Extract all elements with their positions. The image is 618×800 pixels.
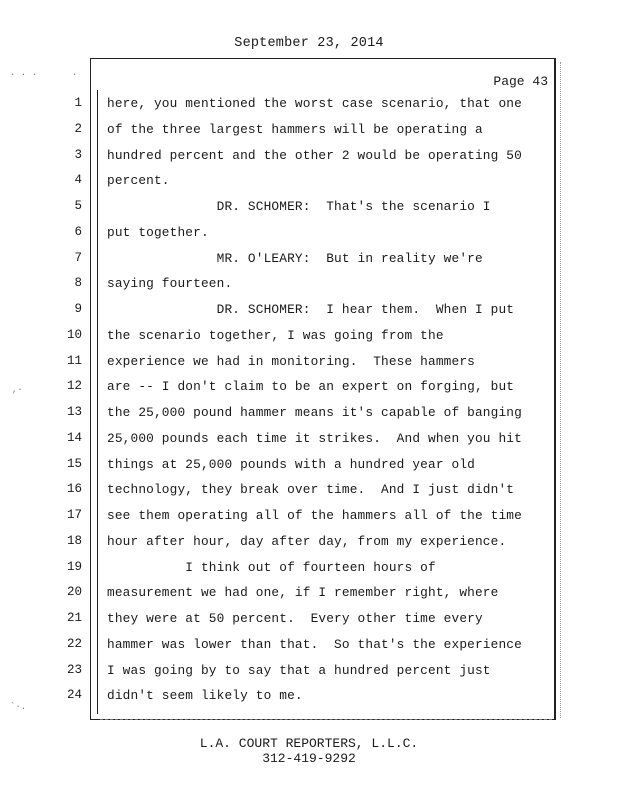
scan-speck: · · · — [10, 70, 38, 80]
transcript-line: I was going by to say that a hundred percent just — [107, 662, 491, 678]
line-number: 22 — [66, 636, 82, 651]
transcript-line: DR. SCHOMER: I hear them. When I put — [107, 302, 515, 317]
transcript-line: hour after hour, day after day, from my experience. — [107, 533, 507, 549]
transcript-line: see them operating all of the hammers all of the time — [107, 508, 522, 523]
transcript-line: the scenario together, I was going from the — [107, 327, 444, 343]
page-number: Page 43 — [493, 74, 548, 89]
line-number: 20 — [66, 585, 82, 600]
line-number: 10 — [66, 327, 82, 342]
line-number: 3 — [74, 147, 82, 162]
transcript-line: 25,000 pounds each time it strikes. And when you hit — [107, 430, 522, 446]
transcript-line: I think out of fourteen hours of — [107, 559, 436, 575]
transcript-line: technology, they break over time. And I just didn't — [107, 482, 515, 498]
transcript-line: didn't seem likely to me. — [107, 688, 303, 704]
transcript-line: the 25,000 pound hammer means it's capable of banging — [107, 405, 522, 420]
line-number: 6 — [74, 224, 82, 239]
line-number: 13 — [66, 405, 82, 419]
line-number: 1 — [74, 96, 82, 110]
transcript-line: MR. O'LEARY: But in reality we're — [107, 250, 483, 266]
line-number: 23 — [66, 662, 82, 677]
transcript-line: hundred percent and the other 2 would be operating 50 — [107, 147, 522, 163]
scan-speck: · — [72, 70, 78, 80]
court-reporter-name: L.A. COURT REPORTERS, L.L.C. — [199, 736, 419, 751]
line-number: 19 — [66, 559, 82, 574]
line-number: 18 — [66, 533, 82, 548]
scan-edge-artifact — [557, 62, 561, 718]
transcript-line: things at 25,000 pounds with a hundred year old — [107, 456, 475, 472]
line-number: 11 — [66, 353, 82, 368]
transcript-line: of the three largest hammers will be operating a — [107, 121, 483, 137]
line-number: 24 — [66, 688, 82, 703]
transcript-date: September 23, 2014 — [234, 36, 384, 51]
transcript-line: are -- I don't claim to be an expert on forging, but — [107, 379, 515, 395]
transcript-line: measurement we had one, if I remember right, where — [107, 585, 499, 601]
transcript-line: here, you mentioned the worst case scenario, that one — [107, 96, 522, 111]
line-number: 8 — [74, 276, 82, 291]
transcript-line: hammer was lower than that. So that's the experience — [107, 636, 522, 652]
line-number: 21 — [66, 611, 82, 625]
line-number: 4 — [74, 173, 82, 188]
court-reporter-phone: 312-419-9292 — [262, 751, 356, 766]
transcript-line: they were at 50 percent. Every other time every — [107, 611, 483, 626]
scan-speck: ,· — [12, 385, 23, 395]
line-number: 5 — [74, 199, 82, 213]
transcript-line: saying fourteen. — [107, 276, 233, 292]
line-number: 15 — [66, 456, 82, 471]
transcript-line: experience we had in monitoring. These hammers — [107, 353, 475, 369]
line-number: 7 — [74, 250, 82, 265]
transcript-line: percent. — [107, 173, 170, 189]
scan-speck: `·. — [10, 702, 27, 712]
line-number: 14 — [66, 430, 82, 445]
line-number: 9 — [74, 302, 82, 316]
scan-bottom-artifact — [100, 719, 552, 722]
transcript-line: DR. SCHOMER: That's the scenario I — [107, 199, 491, 214]
line-number: 16 — [66, 482, 82, 497]
line-number: 12 — [66, 379, 82, 394]
line-number: 2 — [74, 121, 82, 136]
transcript-line: put together. — [107, 224, 209, 240]
line-number-divider — [97, 90, 98, 714]
line-number: 17 — [66, 508, 82, 522]
